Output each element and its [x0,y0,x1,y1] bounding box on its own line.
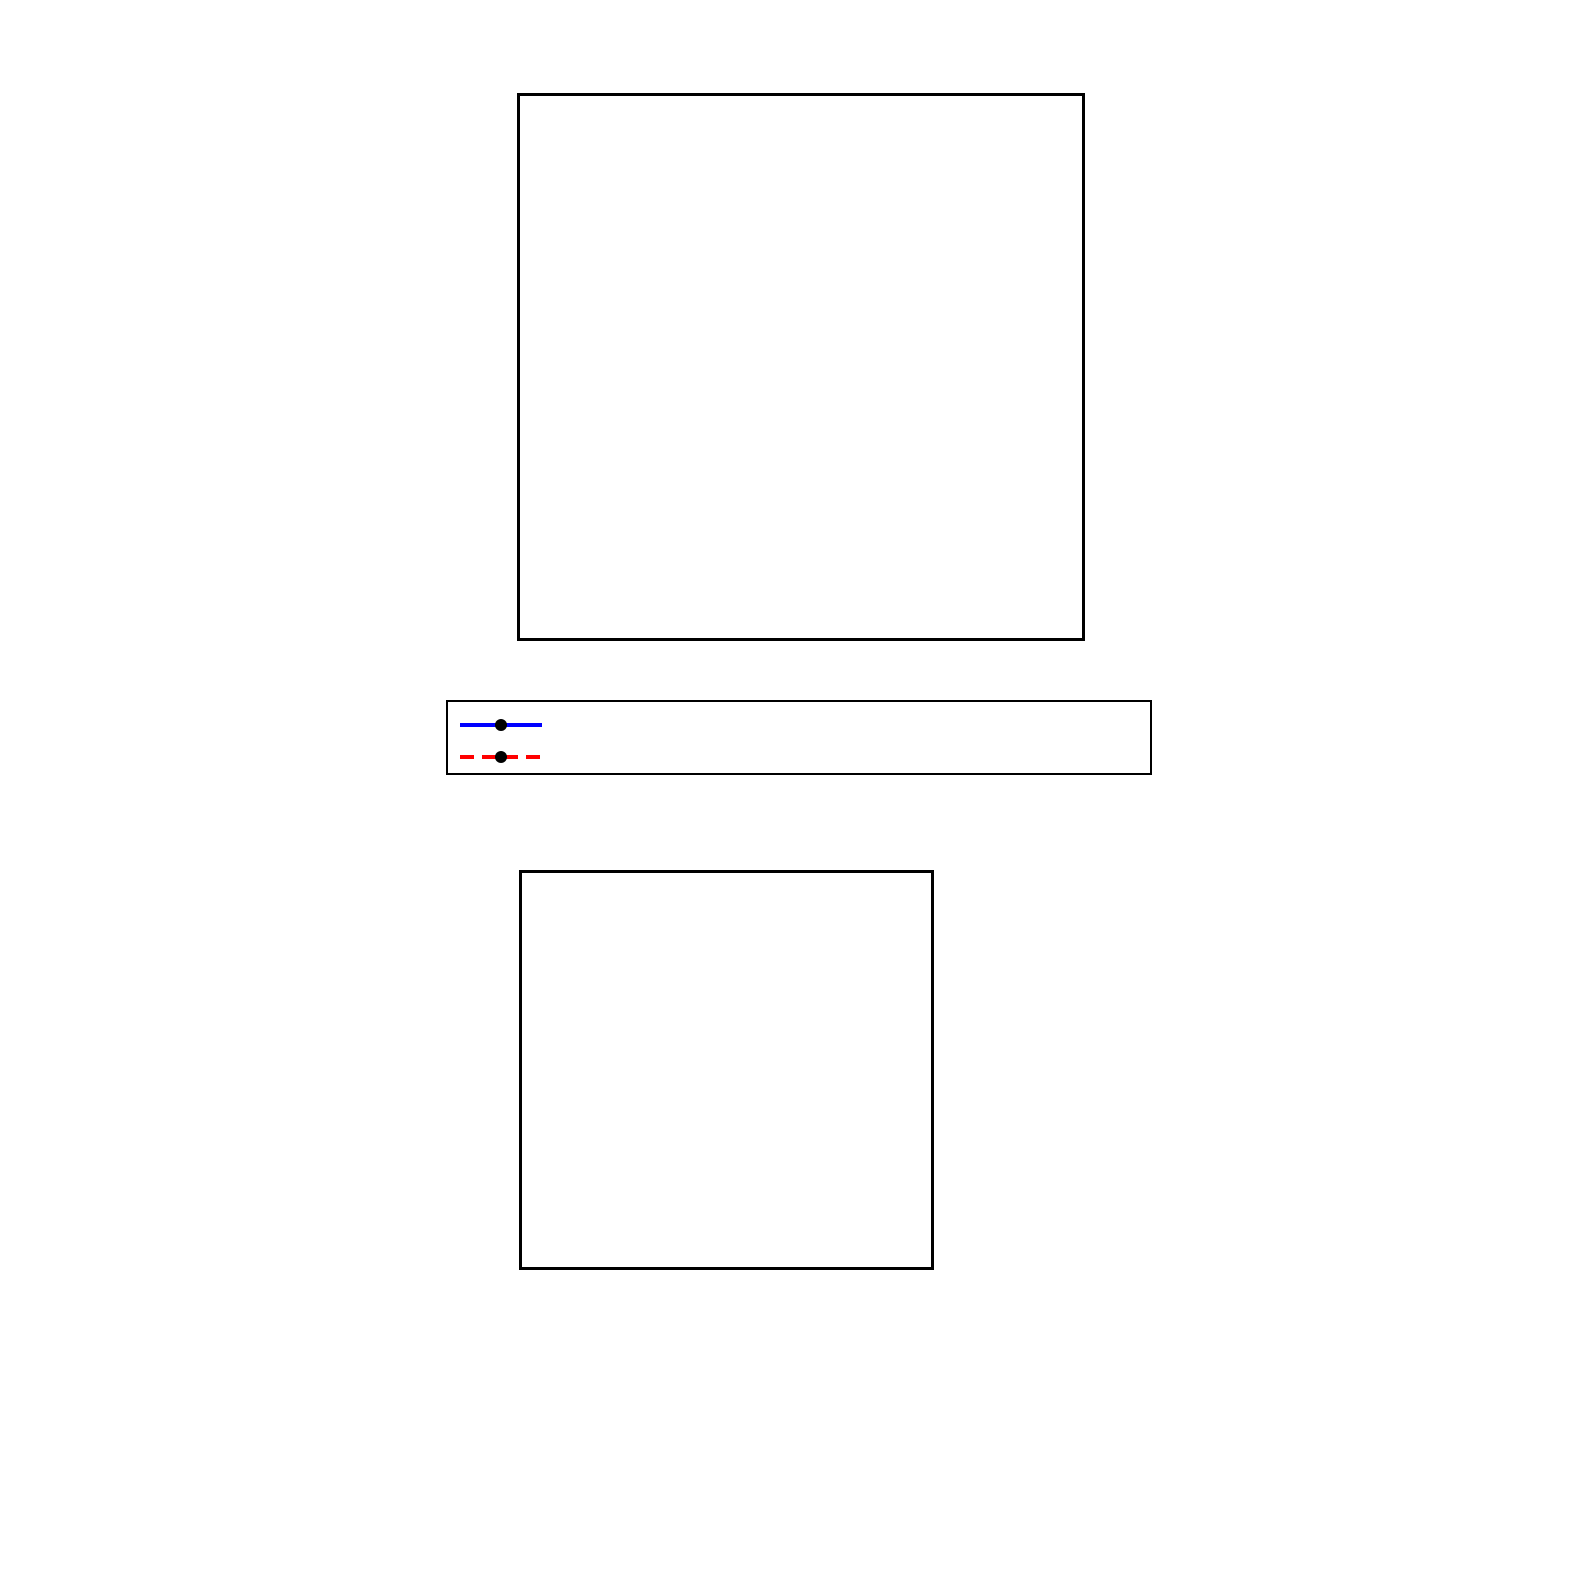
legend-swatch-1 [456,742,546,772]
legend [446,700,1152,775]
top-plot-frame [517,93,1085,641]
legend-entry-0 [448,708,1150,744]
legend-entry-1 [448,740,1150,776]
bottom-plot-frame [519,870,934,1270]
legend-swatch-0 [456,710,546,740]
